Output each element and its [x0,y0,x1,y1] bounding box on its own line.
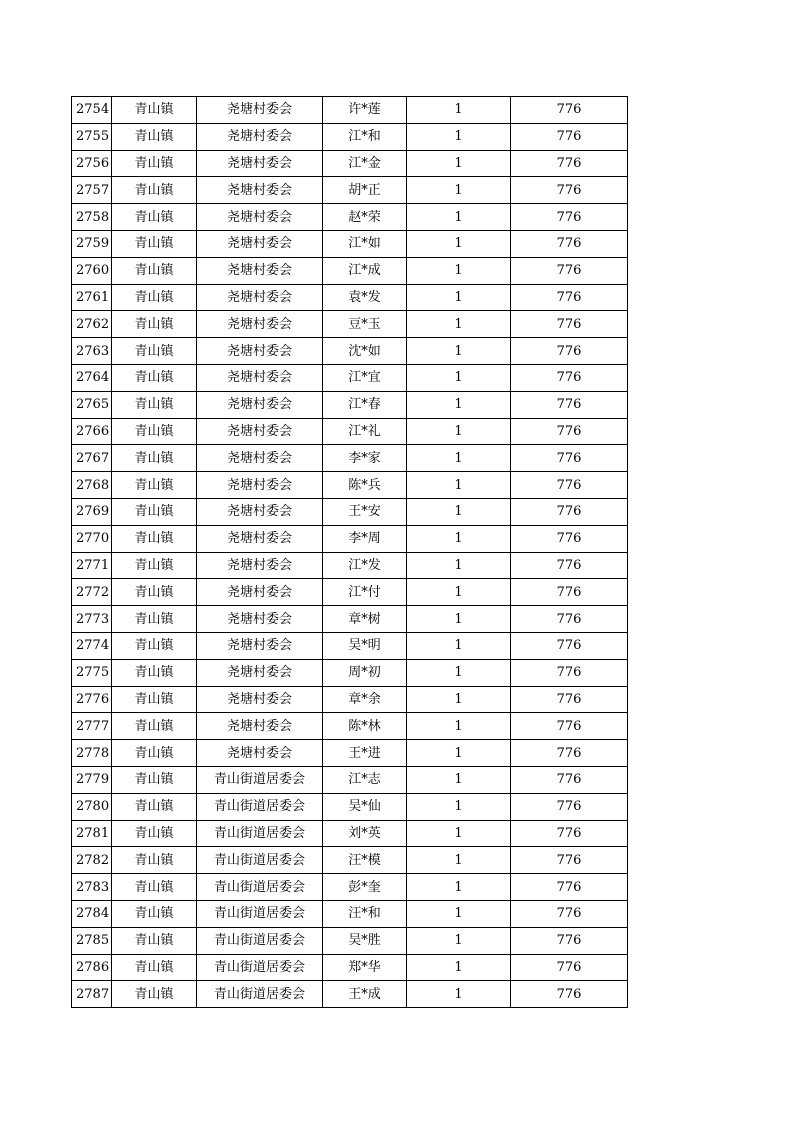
cell-amount: 776 [511,230,628,257]
cell-name: 赵*荣 [323,204,407,231]
cell-count: 1 [407,606,511,633]
cell-name: 陈*林 [323,713,407,740]
cell-town: 青山镇 [112,981,197,1008]
cell-amount: 776 [511,820,628,847]
cell-count: 1 [407,579,511,606]
cell-no: 2771 [72,552,112,579]
cell-count: 1 [407,927,511,954]
cell-no: 2785 [72,927,112,954]
cell-town: 青山镇 [112,204,197,231]
cell-committee: 尧塘村委会 [197,391,323,418]
cell-no: 2776 [72,686,112,713]
cell-town: 青山镇 [112,820,197,847]
cell-name: 陈*兵 [323,472,407,499]
cell-amount: 776 [511,740,628,767]
cell-committee: 尧塘村委会 [197,338,323,365]
cell-committee: 尧塘村委会 [197,177,323,204]
cell-committee: 尧塘村委会 [197,364,323,391]
cell-town: 青山镇 [112,338,197,365]
cell-committee: 尧塘村委会 [197,472,323,499]
cell-count: 1 [407,686,511,713]
table-body [72,97,628,1008]
cell-committee: 青山街道居委会 [197,847,323,874]
cell-name: 江*付 [323,579,407,606]
cell-amount: 776 [511,900,628,927]
cell-name: 江*发 [323,552,407,579]
table-row [72,927,628,954]
cell-amount: 776 [511,766,628,793]
cell-town: 青山镇 [112,900,197,927]
cell-committee: 尧塘村委会 [197,740,323,767]
cell-name: 李*家 [323,445,407,472]
cell-no: 2773 [72,606,112,633]
cell-amount: 776 [511,847,628,874]
cell-no: 2777 [72,713,112,740]
cell-name: 吴*明 [323,632,407,659]
cell-no: 2784 [72,900,112,927]
cell-amount: 776 [511,418,628,445]
cell-no: 2766 [72,418,112,445]
table-row [72,820,628,847]
cell-amount: 776 [511,927,628,954]
cell-count: 1 [407,418,511,445]
cell-amount: 776 [511,445,628,472]
cell-town: 青山镇 [112,123,197,150]
cell-count: 1 [407,847,511,874]
cell-no: 2756 [72,150,112,177]
cell-name: 江*如 [323,230,407,257]
cell-name: 豆*玉 [323,311,407,338]
cell-amount: 776 [511,364,628,391]
cell-no: 2775 [72,659,112,686]
cell-amount: 776 [511,123,628,150]
cell-count: 1 [407,364,511,391]
cell-name: 刘*英 [323,820,407,847]
cell-town: 青山镇 [112,847,197,874]
table-row [72,552,628,579]
table-row [72,981,628,1008]
cell-town: 青山镇 [112,713,197,740]
cell-town: 青山镇 [112,311,197,338]
table-row [72,391,628,418]
cell-committee: 青山街道居委会 [197,927,323,954]
table-row [72,766,628,793]
cell-name: 袁*发 [323,284,407,311]
cell-committee: 尧塘村委会 [197,579,323,606]
cell-town: 青山镇 [112,579,197,606]
cell-name: 江*春 [323,391,407,418]
cell-count: 1 [407,391,511,418]
cell-committee: 尧塘村委会 [197,284,323,311]
table-row [72,445,628,472]
cell-town: 青山镇 [112,740,197,767]
cell-name: 王*成 [323,981,407,1008]
table-row [72,284,628,311]
cell-no: 2757 [72,177,112,204]
cell-no: 2780 [72,793,112,820]
table-row [72,338,628,365]
cell-committee: 尧塘村委会 [197,552,323,579]
cell-no: 2759 [72,230,112,257]
cell-name: 江*成 [323,257,407,284]
table-row [72,900,628,927]
cell-committee: 青山街道居委会 [197,954,323,981]
cell-no: 2763 [72,338,112,365]
cell-committee: 尧塘村委会 [197,659,323,686]
cell-town: 青山镇 [112,364,197,391]
table-row [72,311,628,338]
cell-count: 1 [407,472,511,499]
cell-no: 2755 [72,123,112,150]
table-row [72,793,628,820]
cell-town: 青山镇 [112,472,197,499]
cell-amount: 776 [511,338,628,365]
cell-town: 青山镇 [112,284,197,311]
cell-amount: 776 [511,97,628,124]
cell-no: 2781 [72,820,112,847]
cell-amount: 776 [511,204,628,231]
cell-no: 2760 [72,257,112,284]
cell-count: 1 [407,284,511,311]
cell-count: 1 [407,123,511,150]
cell-committee: 青山街道居委会 [197,820,323,847]
cell-count: 1 [407,150,511,177]
cell-count: 1 [407,525,511,552]
cell-town: 青山镇 [112,632,197,659]
cell-amount: 776 [511,257,628,284]
cell-no: 2783 [72,874,112,901]
cell-count: 1 [407,177,511,204]
cell-count: 1 [407,740,511,767]
cell-count: 1 [407,874,511,901]
cell-count: 1 [407,338,511,365]
cell-amount: 776 [511,686,628,713]
cell-town: 青山镇 [112,927,197,954]
table-row [72,204,628,231]
cell-no: 2765 [72,391,112,418]
cell-committee: 尧塘村委会 [197,525,323,552]
table-row [72,713,628,740]
cell-amount: 776 [511,659,628,686]
cell-no: 2758 [72,204,112,231]
table-row [72,364,628,391]
cell-count: 1 [407,257,511,284]
cell-name: 王*安 [323,498,407,525]
table-row [72,606,628,633]
cell-committee: 尧塘村委会 [197,123,323,150]
cell-count: 1 [407,713,511,740]
cell-town: 青山镇 [112,659,197,686]
cell-amount: 776 [511,150,628,177]
cell-town: 青山镇 [112,418,197,445]
cell-amount: 776 [511,606,628,633]
table-row [72,257,628,284]
cell-town: 青山镇 [112,97,197,124]
cell-count: 1 [407,954,511,981]
cell-name: 章*树 [323,606,407,633]
cell-count: 1 [407,311,511,338]
cell-amount: 776 [511,552,628,579]
cell-count: 1 [407,900,511,927]
cell-name: 江*志 [323,766,407,793]
cell-name: 章*余 [323,686,407,713]
cell-name: 江*礼 [323,418,407,445]
cell-count: 1 [407,204,511,231]
cell-count: 1 [407,820,511,847]
cell-committee: 尧塘村委会 [197,204,323,231]
cell-committee: 尧塘村委会 [197,606,323,633]
table-row [72,177,628,204]
cell-name: 李*周 [323,525,407,552]
cell-committee: 青山街道居委会 [197,981,323,1008]
cell-no: 2782 [72,847,112,874]
table-row [72,740,628,767]
cell-no: 2787 [72,981,112,1008]
cell-no: 2767 [72,445,112,472]
cell-committee: 青山街道居委会 [197,900,323,927]
table-row [72,498,628,525]
cell-count: 1 [407,766,511,793]
cell-no: 2772 [72,579,112,606]
cell-committee: 尧塘村委会 [197,150,323,177]
cell-town: 青山镇 [112,177,197,204]
cell-amount: 776 [511,472,628,499]
table-row [72,525,628,552]
cell-no: 2779 [72,766,112,793]
cell-amount: 776 [511,874,628,901]
cell-no: 2762 [72,311,112,338]
cell-amount: 776 [511,284,628,311]
table-row [72,230,628,257]
cell-no: 2774 [72,632,112,659]
cell-committee: 尧塘村委会 [197,257,323,284]
cell-count: 1 [407,97,511,124]
cell-name: 郑*华 [323,954,407,981]
cell-town: 青山镇 [112,230,197,257]
cell-no: 2770 [72,525,112,552]
cell-committee: 青山街道居委会 [197,766,323,793]
table-row [72,954,628,981]
table-row [72,150,628,177]
cell-amount: 776 [511,525,628,552]
cell-committee: 尧塘村委会 [197,498,323,525]
cell-amount: 776 [511,954,628,981]
cell-name: 沈*如 [323,338,407,365]
cell-committee: 尧塘村委会 [197,311,323,338]
cell-no: 2761 [72,284,112,311]
cell-committee: 青山街道居委会 [197,874,323,901]
cell-amount: 776 [511,177,628,204]
cell-town: 青山镇 [112,606,197,633]
cell-committee: 尧塘村委会 [197,445,323,472]
cell-town: 青山镇 [112,874,197,901]
cell-name: 汪*和 [323,900,407,927]
cell-name: 江*金 [323,150,407,177]
cell-town: 青山镇 [112,525,197,552]
cell-name: 胡*正 [323,177,407,204]
cell-name: 彭*奎 [323,874,407,901]
cell-town: 青山镇 [112,498,197,525]
cell-no: 2768 [72,472,112,499]
cell-town: 青山镇 [112,257,197,284]
cell-town: 青山镇 [112,766,197,793]
table-row [72,847,628,874]
cell-name: 汪*模 [323,847,407,874]
cell-amount: 776 [511,311,628,338]
cell-no: 2754 [72,97,112,124]
table-row [72,123,628,150]
cell-town: 青山镇 [112,686,197,713]
cell-no: 2764 [72,364,112,391]
cell-count: 1 [407,793,511,820]
cell-committee: 尧塘村委会 [197,713,323,740]
cell-count: 1 [407,552,511,579]
table-row [72,418,628,445]
cell-amount: 776 [511,793,628,820]
table-row [72,97,628,124]
cell-town: 青山镇 [112,445,197,472]
cell-committee: 青山街道居委会 [197,793,323,820]
cell-count: 1 [407,632,511,659]
cell-name: 江*和 [323,123,407,150]
cell-town: 青山镇 [112,150,197,177]
cell-amount: 776 [511,498,628,525]
cell-amount: 776 [511,713,628,740]
cell-count: 1 [407,230,511,257]
cell-count: 1 [407,498,511,525]
cell-town: 青山镇 [112,793,197,820]
cell-no: 2769 [72,498,112,525]
cell-name: 江*宜 [323,364,407,391]
cell-count: 1 [407,981,511,1008]
cell-name: 王*进 [323,740,407,767]
cell-name: 吴*胜 [323,927,407,954]
cell-name: 吴*仙 [323,793,407,820]
cell-amount: 776 [511,981,628,1008]
cell-committee: 尧塘村委会 [197,632,323,659]
cell-town: 青山镇 [112,954,197,981]
cell-no: 2778 [72,740,112,767]
cell-name: 周*初 [323,659,407,686]
cell-committee: 尧塘村委会 [197,686,323,713]
table-row [72,632,628,659]
cell-name: 许*莲 [323,97,407,124]
cell-committee: 尧塘村委会 [197,230,323,257]
cell-amount: 776 [511,391,628,418]
cell-town: 青山镇 [112,391,197,418]
cell-committee: 尧塘村委会 [197,97,323,124]
table-row [72,874,628,901]
cell-committee: 尧塘村委会 [197,418,323,445]
cell-town: 青山镇 [112,552,197,579]
cell-count: 1 [407,659,511,686]
table-row [72,686,628,713]
table-row [72,579,628,606]
cell-no: 2786 [72,954,112,981]
cell-amount: 776 [511,632,628,659]
cell-amount: 776 [511,579,628,606]
table-row [72,472,628,499]
table-row [72,659,628,686]
cell-count: 1 [407,445,511,472]
data-table [71,96,628,1008]
